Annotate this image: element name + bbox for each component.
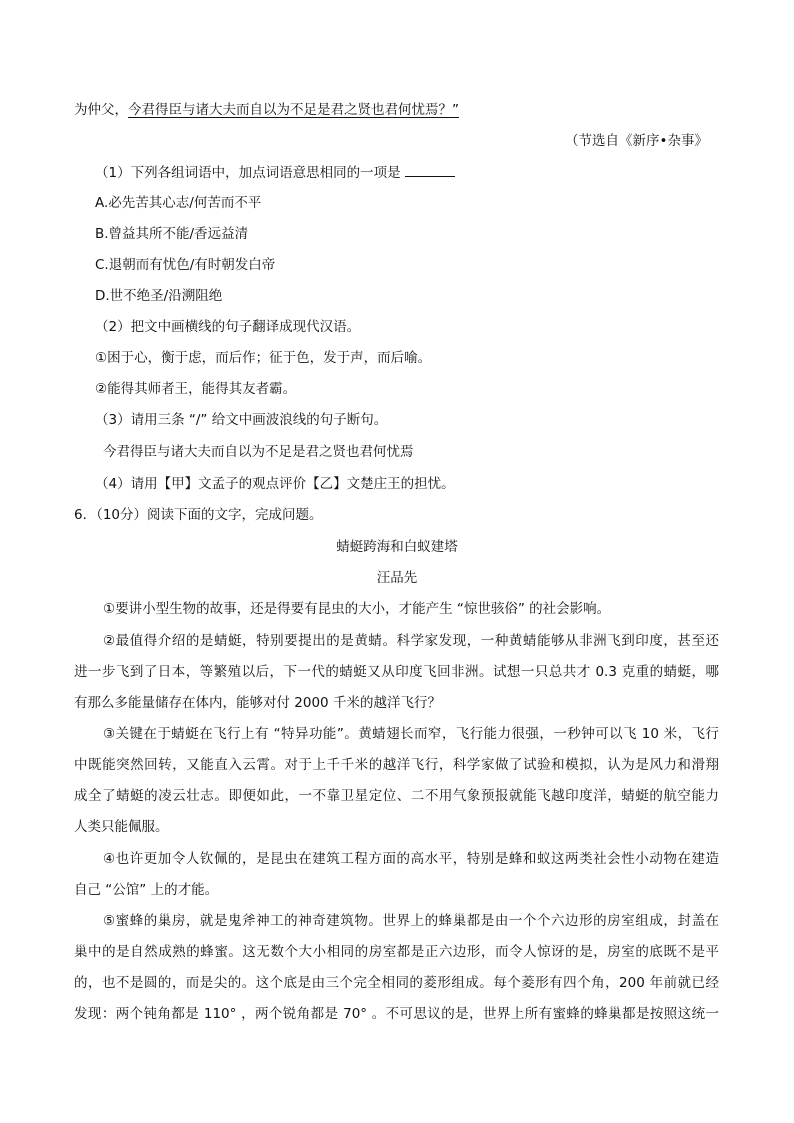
paragraph-2-line-3: 有那么多能量储存在体内，能够对付 2000 千米的越洋飞行？	[74, 695, 441, 711]
paragraph-5-line-1: ⑤蜜蜂的巢房，就是鬼斧神工的神奇建筑物。世界上的蜂巢都是由一个个六边形的房室组成，封盖在	[103, 913, 719, 929]
passage-text: 为仲父，	[74, 102, 128, 118]
paragraph-5-line-2: 巢中的是自然成熟的蜂蜜。这无数个大小相同的房室都是正六边形，而令人惊讶的是，房室的底既不是平	[74, 944, 719, 960]
question-2: （2）把文中画横线的句子翻译成现代汉语。	[95, 319, 361, 335]
paragraph-3-line-4: 人类只能佩服。	[74, 819, 169, 835]
question-4: （4）请用【甲】文孟子的观点评价【乙】文楚庄王的担忧。	[95, 476, 455, 492]
paragraph-1: ①要讲小型生物的故事，还是得要有昆虫的大小，才能产生 “惊世骇俗” 的社会影响。	[103, 601, 611, 617]
paragraph-3-line-1: ③关键在于蜻蜓在飞行上有 “特异功能”。黄蜻翅长而窄，飞行能力很强，一秒钟可以飞 10 米，飞行	[103, 726, 719, 742]
underlined-sentence: 今君得臣与诸大夫而自以为不足是君之贤也君何忧焉？”	[128, 102, 459, 118]
passage-closing-line	[74, 100, 459, 120]
paragraph-4-line-2: 自己 “公馆” 上的才能。	[74, 882, 219, 898]
question-1-text: （1）下列各组词语中，加点词语意思相同的一项是	[95, 165, 401, 181]
paragraph-3-line-3: 成全了蜻蜓的凌云壮志。即便如此，一不靠卫星定位、二不用气象预报就能飞越印度洋，蜻蜓的航空能力	[74, 788, 719, 804]
paragraph-5-line-3: 的，也不是圆的，而是尖的。这个底是由三个完全相同的菱形组成。每个菱形有四个角，200 年前就已经	[74, 975, 719, 991]
option-c: C.退朝而有忧色/有时朝发白帝	[95, 257, 276, 273]
option-b: B.曾益其所不能/香远益清	[95, 226, 249, 242]
article-title: 蜻蜓跨海和白蚁建塔	[336, 539, 458, 555]
question-2-sentence-2: ②能得其师者王，能得其友者霸。	[95, 381, 297, 397]
option-a: A.必先苦其心志/何苦而不平	[95, 195, 262, 211]
paragraph-2-line-1: ②最值得介绍的是蜻蜓，特别要提出的是黄蜻。科学家发现，一种黄蜻能够从非洲飞到印度，甚至还	[103, 633, 719, 649]
option-d: D.世不绝圣/沿溯阻绝	[95, 288, 223, 304]
paragraph-4-line-1: ④也许更加令人钦佩的，是昆虫在建筑工程方面的高水平，特别是蜂和蚁这两类社会性小动物在建造	[103, 851, 719, 867]
source-citation: （节选自《新序•杂事》	[565, 133, 708, 149]
question-3-sentence: 今君得臣与诸大夫而自以为不足是君之贤也君何忧焉	[103, 444, 414, 460]
question-3: （3）请用三条 “/” 给文中画波浪线的句子断句。	[95, 412, 388, 428]
paragraph-5-line-4: 发现：两个钝角都是 110° ，两个锐角都是 70° 。不可思议的是，世界上所有蜜蜂的蜂巢都是按照这统一	[74, 1006, 719, 1022]
paragraph-2-line-2: 进一步飞到了日本，等繁殖以后，下一代的蜻蜓又从印度飞回非洲。试想一只总共才 0.3 克重的蜻蜓，哪	[74, 664, 719, 680]
question-2-sentence-1: ①困于心，衡于虑，而后作；征于色，发于声，而后喻。	[95, 350, 432, 366]
section-header: 6．（10分）阅读下面的文字，完成问题。	[74, 507, 323, 523]
article-author: 汪品先	[376, 570, 418, 586]
answer-blank	[405, 162, 455, 177]
question-1	[95, 162, 455, 183]
paragraph-3-line-2: 中既能突然回转，又能直入云霄。对于上千千米的越洋飞行，科学家做了试验和模拟，认为是风力和滑翔	[74, 757, 719, 773]
